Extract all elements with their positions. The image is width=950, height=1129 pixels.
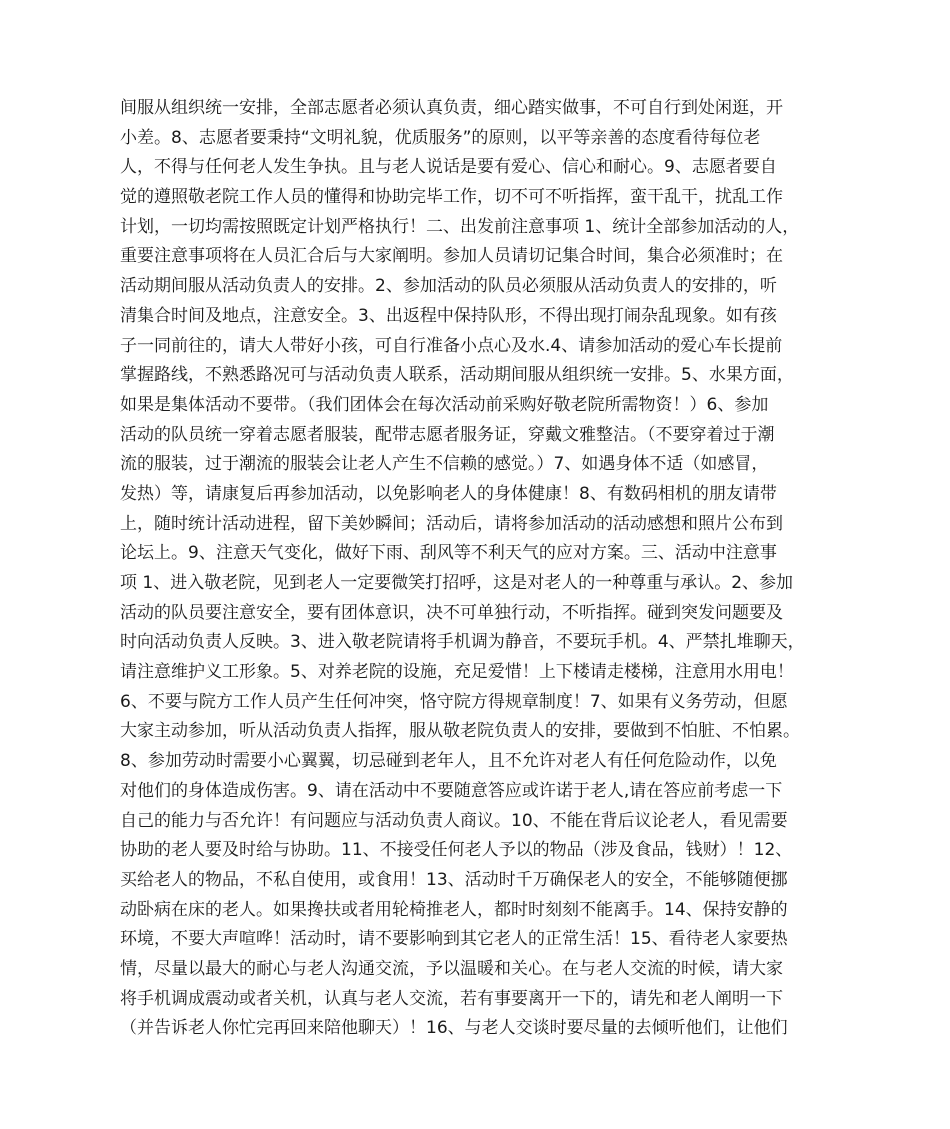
text-line: 8、参加劳动时需要小心翼翼，切忌碰到老年人，且不允许对老人有任何危险动作，以免 xyxy=(120,751,777,772)
text-line: 协助的老人要及时给与协助。11、不接受任何老人予以的物品（涉及食品，钱财）！12、 xyxy=(120,840,793,861)
text-line: 觉的遵照敬老院工作人员的懂得和协助完毕工作，切不可不听指挥，蛮干乱干，扰乱工作 xyxy=(120,187,783,208)
text-line: 活动的队员统一穿着志愿者服装，配带志愿者服务证，穿戴文雅整洁。（不要穿着过于潮 xyxy=(120,424,775,445)
text-line: 环境，不要大声喧哗！活动时，请不要影响到其它老人的正常生活！15、看待老人家要热 xyxy=(120,929,788,950)
text-line: 掌握路线，不熟悉路况可与活动负责人联系，活动期间服从组织统一安排。5、水果方面， xyxy=(120,365,794,386)
text-line: （并告诉老人你忙完再回来陪他聊天）！16、与老人交谈时要尽量的去倾听他们，让他们 xyxy=(120,1018,788,1039)
text-line: 如果是集体活动不要带。（我们团体会在每次活动前采购好敬老院所需物资！）6、参加 xyxy=(120,394,769,415)
text-line: 活动期间服从活动负责人的安排。2、参加活动的队员必须服从活动负责人的安排的，听 xyxy=(120,276,777,297)
text-line: 重要注意事项将在人员汇合后与大家阐明。参加人员请切记集合时间，集合必须准时；在 xyxy=(120,246,783,267)
text-line: 小差。8、志愿者要秉持“文明礼貌，优质服务”的原则，以平等亲善的态度看待每位老 xyxy=(120,127,761,148)
text-line: 买给老人的物品，不私自使用，或食用！13、活动时千万确保老人的安全，不能够随便挪 xyxy=(120,869,788,890)
text-line: 间服从组织统一安排，全部志愿者必须认真负责，细心踏实做事，不可自行到处闲逛，开 xyxy=(120,98,783,118)
text-line: 自己的能力与否允许！有问题应与活动负责人商议。10、不能在背后议论老人，看见需要 xyxy=(120,810,788,831)
text-line: 清集合时间及地点，注意安全。3、出返程中保持队形，不得出现打闹杂乱现象。如有孩 xyxy=(120,305,777,326)
text-line: 对他们的身体造成伤害。9、请在活动中不要随意答应或许诺于老人,请在答应前考虑一下 xyxy=(120,780,783,801)
text-line: 流的服装，过于潮流的服装会让老人产生不信赖的感觉。）7、如遇身体不适（如感冒， xyxy=(120,454,769,475)
text-line: 大家主动参加，听从活动负责人指挥，服从敬老院负责人的安排，要做到不怕脏、不怕累。 xyxy=(120,721,800,742)
text-line: 情，尽量以最大的耐心与老人沟通交流，予以温暖和关心。在与老人交流的时候，请大家 xyxy=(120,958,783,979)
text-line: 计划，一切均需按照既定计划严格执行！二、出发前注意事项 1、统计全部参加活动的人， xyxy=(120,216,800,237)
text-line: 人，不得与任何老人发生争执。且与老人说话是要有爱心、信心和耐心。9、志愿者要自 xyxy=(120,157,777,178)
text-line: 动卧病在床的老人。如果搀扶或者用轮椅推老人，都时时刻刻不能离手。14、保持安静的 xyxy=(120,899,788,920)
text-line: 论坛上。9、注意天气变化，做好下雨、刮风等不利天气的应对方案。三、活动中注意事 xyxy=(120,543,777,564)
text-line: 请注意维护义工形象。5、对养老院的设施，充足爱惜！上下楼请走楼梯，注意用水用电！ xyxy=(120,662,794,683)
body-text xyxy=(120,94,832,1044)
text-line: 上，随时统计活动进程，留下美妙瞬间；活动后，请将参加活动的活动感想和照片公布到 xyxy=(120,513,783,534)
text-line: 活动的队员要注意安全，要有团体意识，决不可单独行动，不听指挥。碰到突发问题要及 xyxy=(120,602,783,623)
text-line: 子一同前往的，请大人带好小孩，可自行准备小点心及水.4、请参加活动的爱心车长提前 xyxy=(120,335,783,356)
text-line: 将手机调成震动或者关机，认真与老人交流，若有事要离开一下的，请先和老人阐明一下 xyxy=(120,988,783,1009)
text-line: 6、不要与院方工作人员产生任何冲突，恪守院方得规章制度！7、如果有义务劳动，但愿 xyxy=(120,691,788,712)
text-line: 时向活动负责人反映。3、进入敬老院请将手机调为静音，不要玩手机。4、严禁扎堆聊天， xyxy=(120,632,805,653)
text-line: 发热）等，请康复后再参加活动，以免影响老人的身体健康！8、有数码相机的朋友请带 xyxy=(120,483,777,504)
text-line: 项 1、进入敬老院，见到老人一定要微笑打招呼，这是对老人的一种尊重与承认。2、参加 xyxy=(120,573,794,593)
